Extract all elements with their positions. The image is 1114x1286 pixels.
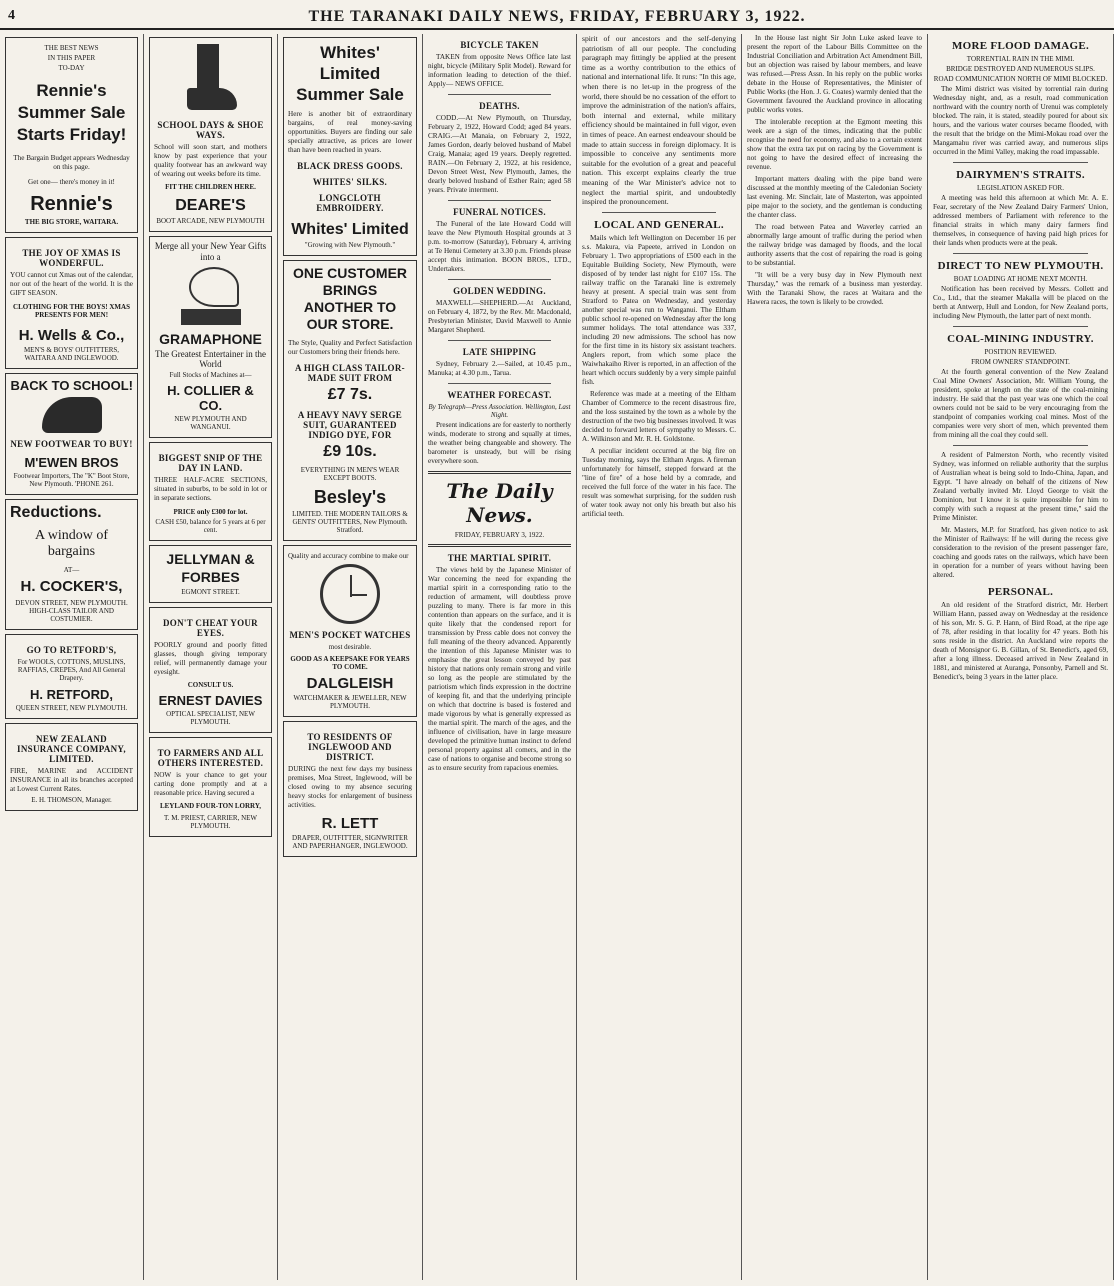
whites-tag: "Growing with New Plymouth." [304,241,396,249]
insurance-title: NEW ZEALAND INSURANCE COMPANY, LIMITED. [17,734,126,764]
cocker-title: Reductions. [10,504,102,521]
priest-ad [149,737,272,837]
direct-title: DIRECT TO NEW PLYMOUTH. [937,260,1104,272]
jellyman-ad [149,545,272,603]
local-body: Mails which left Wellington on December 16 per s.s. Makura, via Papeete, arrived in London on February 1. Two appropriations of £500 each in the Equitable Building Society, New Plymouth, were disposed of by tender last night for £107 15s. The railway traffic on the Taranaki line is extremely heavy at present. A special train was sent from Stratford to Patea on Wednesday, and yesterday another special was run to Wanganui. The Eltham public school re-opened on Wednesday after the long summer holidays. The total attendance was 337, including 20 new admissions. The school has now for the first time in its history six assistant teachers. Anglers report, from which some place the Waiwhakaiho River is reported, in an affection of the heart which occurs suddenly by a very simple painful fish. [582,233,736,386]
funeral-body: The Funeral of the late Howard Codd will leave the New Plymouth Hospital grounds at 3 p.m. to-morrow (Saturday), February 4, arriving at Te Henui Cemetery at 3.30 p.m. Friends please accept this intimation. BOON BROS., LTD., Undertakers. [428,220,571,273]
retford-items: For WOOLS, COTTONS, MUSLINS, RAFFIAS, CREPES, And All General Drapery. [17,658,126,682]
weather-assoc: By Telegraph—Press Association. Wellington, Last Night. [428,403,571,419]
local-body-2: Reference was made at a meeting of the Eltham Chamber of Commerce to the recent disastrous fire, and the loss sustained by the town as a whole by the destruction of the two big businesses involved. It was decided to forward letters of sympathy to Messrs. C. A. Wilkinson and Mr. R. H. Goldstone. [582,389,736,443]
boot-icon [183,44,239,114]
collier-addr: NEW PLYMOUTH AND WANGANUI. [174,415,247,431]
shipping-body: Sydney, February 2.—Sailed, at 10.45 p.m., Manuka; at 4.30 p.m., Tarua. [428,360,571,377]
davies-body: POORLY ground and poorly fitted glasses, though giving temporary relief, will permanently damage your eyesight. [154,641,267,676]
editorial-body: The views held by the Japanese Minister of War concerning the need for expanding the martial spirit in a corresponding ratio to the reduction of armament, will doubtless prove puzzling to many. There is far more in this contention than appears on the surface, and it is quite likely that the condensed report for transmission by Press cable does not convey the full meaning of the theory advanced. Apparently the intention of this Japanese Minister was to emphasise the great lesson conveyed by past history that nations only remain strong and virile so long as the people are stimulated by the patriotism which finds expression in the doctrine of keeping fit, and that the underlying principle on which that doctrine is based is fostered and made vigorous by what is generally expressed as the martial spirit. The march of the ages, and the influence of civilisation, have in large measure developed the primitive human instinct to defend personal property against all comers, and in the case of nations to organise and become strong so as to ensure security from rapacious enemies. [428,566,571,772]
divider [953,326,1088,327]
page-number: 4 [8,8,15,23]
pocket-watch-icon [320,564,380,624]
besley-ad [283,260,417,541]
deare-title: SCHOOL DAYS & SHOE WAYS. [157,120,264,140]
rennie-headline: Rennie's Summer Sale Starts Friday! [16,81,127,144]
dalgleish-sub: most desirable. [328,643,372,651]
rennie-ad [5,37,138,233]
divider [953,162,1088,163]
deare-body: School will soon start, and mothers know by past experience that your quality footwear has an awkward way of wearing out weeks before its time. [154,143,267,178]
cocker-name: H. COCKER'S, [20,578,123,595]
news-body-5: "It will be a very busy day in New Plymouth next Thursday," was the remark of a business man yesterday. With the Taranaki Show, the races at Waitara and the Hawera races, the town is likely to be crowded. [747,271,922,306]
dalgleish-title: MEN'S POCKET WATCHES [289,630,411,640]
masthead [0,0,1114,30]
davies-sub: OPTICAL SPECIALIST, NEW PLYMOUTH. [166,710,255,726]
paper-nameplate: The Daily News. [446,479,553,527]
flood-body: The Mimi district was visited by torrential rain during Wednesday night, and, as a result, road communication northward with the country north of Urenui was completely blocked. The rain, it is stated, steadily poured for about six hours, and the various water courses became flooded, with the result that the bridge on the Mimi-Mokau road over the Mangamahu river was carried away, and numerous slips occurred in the Mimi Valley, making the road impassable. [933,85,1108,156]
whites-body: Here is another bit of extraordinary bargains, of real money-saving opportunities. Buyers are finding our sale specially attractive, as prices are lower than have been reached in years. [288,110,412,154]
wells-name: H. Wells & Co., [18,327,125,344]
news-body-2: The intolerable reception at the Egmont meeting this week are a sign of the times, indicating that the public recognise the need for economy, and also to a certain extent show that the extra tax put on racing by the Government is not going to have the desired effect of increasing the revenue. [747,118,922,171]
wedding-body: MAXWELL—SHEPHERD.—At Auckland, on February 4, 1872, by the Rev. Mr. Macdonald, Presbyterian Minister, David Maxwell to Annie Margaret Shepherd. [428,299,571,334]
divider [602,212,716,213]
wells-ad [5,237,138,369]
besley-name: Besley's [313,487,387,507]
flood-sub-3: ROAD COMMUNICATION NORTH OF MIMI BLOCKED. [933,75,1108,83]
besley-price2: £9 10s. [323,443,377,460]
gramophone-sub: The Greatest Entertainer in the World [155,349,266,369]
gramophone-full: Full Stocks of Machines at— [169,371,252,379]
divider [428,544,571,547]
jellyman-addr: EGMONT STREET. [181,588,240,596]
divider [448,94,551,95]
dalgleish-name: DALGLEISH [306,675,394,692]
coal-sub: POSITION REVIEWED. [984,348,1057,356]
besley-wear: EVERYTHING IN MEN'S WEAR EXCEPT BOOTS. [300,466,400,482]
lett-ad [283,721,417,857]
insurance-body: FIRE, MARINE and ACCIDENT INSURANCE in all its branches accepted at Lowest Current Rates. [10,767,133,793]
mcewen-ad [5,373,138,495]
davies-name: ERNEST DAVIES [158,693,263,708]
news-body-3: Important matters dealing with the pipe band were discussed at the monthly meeting of the Caledonian Society last evening. Mr. Sinclair, late of Masterton, was appointed pipe major to the society, and the gentleman is conducting the chanter class. [747,175,922,219]
newspaper-title: THE TARANAKI DAILY NEWS, FRIDAY, FEBRUARY 3, 1922. [308,8,806,25]
weather-body: Present indications are for easterly to northerly winds, moderate to strong and squally at times, the weather being changeable and showery. The barometer is unsteady, but will be rising everywhere soon. [428,421,571,465]
davies-consult: CONSULT US. [187,681,234,689]
column-2 [144,34,278,1280]
dalgleish-addr: WATCHMAKER & JEWELLER, NEW PLYMOUTH. [293,694,407,710]
insurance-ad [5,723,138,811]
shoe-icon [42,397,102,433]
besley-tailor: A HIGH CLASS TAILOR-MADE SUIT FROM [295,363,405,383]
besley-price1: £7 7s. [327,386,373,403]
deare-ad [149,37,272,232]
coal-body: At the fourth general convention of the New Zealand Coal Mine Owners' Association, Mr. William Young, the president, spoke at length on the state of the coal-mining industry. He said that the past year was one which the coal owners could not be said to be very encouraging from the standpoint of companies working coal mines. Most of the companies were very short of men, which prevented them from mining all the coal they could sell. [933,368,1108,439]
cocker-ad [5,499,138,630]
cocker-addr: DEVON STREET, NEW PLYMOUTH. HIGH-CLASS TAILOR AND COSTUMIER. [15,599,128,623]
besley-sub: LIMITED. THE MODERN TAILORS & GENTS' OUTFITTERS, New Plymouth. Stratford. [292,510,408,534]
direct-sub: BOAT LOADING AT HOME NEXT MONTH. [953,275,1088,283]
priest-lorry: LEYLAND FOUR-TON LORRY, [159,802,262,810]
local-body-3: A peculiar incident occurred at the big fire on Tuesday morning, says the Eltham Argus. A fireman unfortunately for himself, stepped forward at the "line of fire" of a hose held by a comrade, and received the full force of the water in his face. The result was somewhat surprising, for the sudden rush of water took away not only his breath but also his artificial teeth. [582,446,736,518]
news-body-7a: A resident of Palmerston North, who recently visited Sydney, was informed on reliable authority that the surplus of Australian wheat is being sold to Indo-China, Japan, and Egypt. "I have already on behalf of the citizens of New Zealand verbally invited Mr. Lloyd George to visit the Dominion, but I know it is quite impossible for him to comply with such a request at the present time," said the Prime Minister. [933,451,1108,522]
dalgleish-line: Quality and accuracy combine to make our [288,552,409,560]
whites-sub1: BLACK DRESS GOODS. [297,161,403,171]
dairy-body: A meeting was held this afternoon at which Mr. A. E. Fear, secretary of the New Zealand Dairy Farmers' Union, addressed members of Parliament with reference to the financial straits in which many dairy farmers find themselves, in consequence of having paid high prices for their lands when products were at the peak. [933,194,1108,247]
mcewen-title: BACK TO SCHOOL! [10,378,133,393]
deare-sub: BOOT ARCADE, NEW PLYMOUTH [156,217,265,225]
retford-addr: QUEEN STREET, NEW PLYMOUTH. [15,704,128,712]
divider [953,253,1088,254]
divider [448,200,551,201]
lost-body: TAKEN from opposite News Office late last night, bicycle (Military Split Model). Reward for information leading to detection of the thief. Apply— NEWS OFFICE. [428,53,571,88]
rennie-line-2: IN THIS PAPER [47,54,96,62]
besley-body: The Style, Quality and Perfect Satisfaction our Customers bring their friends here. [288,339,412,356]
column-4 [423,34,577,1280]
divider [448,279,551,280]
rennie-copy: Get one— there's money in it! [28,178,115,186]
column-3 [278,34,423,1280]
divider [448,340,551,341]
personal-title: PERSONAL. [987,586,1054,598]
personal-body: An old resident of the Stratford district, Mr. Herbert William Hann, passed away on Wednesday at the residence of his son, Mr. S. G. P. Hann, of Bird Road, at the ripe age of 78, after residing in that locality for 47 years. Both his sons reside in the district. An Auckland wire reports the death of Monsignor G. B. Gillan, of St. Benedict's, aged 69, after a long illness. Deceased arrived in New Zealand in 1881, and ministered at Auranga, Ponsonby, Parnell and St. Benedict's, being 3 years in the latter place. [933,601,1108,681]
lost-title: BICYCLE TAKEN [460,40,539,50]
jellyman-name: JELLYMAN & FORBES [166,551,255,585]
local-title: LOCAL AND GENERAL. [594,218,724,231]
flood-sub-1: TORRENTIAL RAIN IN THE MIMI. [966,55,1075,63]
besley-serge: A HEAVY NAVY SERGE SUIT, GUARANTEED INDIGO DYE, FOR [297,410,403,440]
coal-title: COAL-MINING INDUSTRY. [947,333,1094,345]
wells-line2: CLOTHING FOR THE BOYS! XMAS PRESENTS FOR MEN! [13,303,130,319]
editorial-continued: spirit of our ancestors and the self-denying patriotism of all our people. The concluding paragraph may fittingly be applied at the present time as a worthy contribution to the ethics of national and international life. It runs: "In this age, when there is no let-up in the progress of the world, there should be no cessation of the effort to improve the administration of the nation's affairs, both internal and external, while military efficiency should be maintained in full vigor, even in times of peace. An earnest endeavour should be made to attain success in foreign diplomacy. It is impossible to conceive any sentiments more suitable for the evolution of a great and peaceful nation. This excerpt explains clearly the true meaning of the War Minister's advice not to neglect the martial spirit, and undoubtedly inspired the pronouncement. [582,34,736,207]
retford-name: H. RETFORD, [29,687,114,702]
wells-body: YOU cannot cut Xmas out of the calendar, nor out of the heart of the world. It is the GIFT SEASON. [10,271,133,297]
cocker-sub: A window of bargains [34,528,109,559]
whites-title: Whites' Limited Summer Sale [296,43,404,104]
divider [428,471,571,474]
column-1 [0,34,144,1280]
deare-cap: FIT THE CHILDREN HERE. [165,183,256,191]
priest-signed: T. M. PRIEST, CARRIER, NEW PLYMOUTH. [163,814,258,830]
collier-name: H. COLLIER & CO. [167,383,254,413]
wedding-title: GOLDEN WEDDING. [453,286,546,296]
collier-ad [149,236,272,438]
whites-ad [283,37,417,256]
mcewen-addr: Footwear Importers, The "K" Boot Store, New Plymouth. 'PHONE 261. [13,472,130,488]
wells-title: THE JOY OF XMAS IS WONDERFUL. [22,248,121,268]
priest-body: NOW is your chance to get your carting done promptly and at a reasonable price. Having secured a [154,771,267,797]
direct-body: Notification has been received by Messrs. Collett and Co., Ltd., that the steamer Makalla will be placed on the berth at Antwerp, Hull and London, for New Zealand ports, including New Plymouth, the latter part of next month. [933,285,1108,320]
retford-ad [5,634,138,719]
whites-name: Whites' Limited [291,221,409,238]
lett-title: TO RESIDENTS OF INGLEWOOD AND DISTRICT. [307,732,393,762]
dalgleish-ad [283,545,417,717]
news-body-4: The road between Patea and Waverley carried an abnormally large amount of traffic during the period when the railway bridge was damaged by floods, and the local authority asserts that the cost of repairing the road is going to be substantial. [747,223,922,267]
mcewen-sub: NEW FOOTWEAR TO BUY! [10,439,133,449]
dairy-title: DAIRYMEN'S STRAITS. [956,169,1085,181]
land-price: PRICE only £300 for lot. [173,508,248,516]
gramophone-icon [171,267,251,327]
priest-title: TO FARMERS AND ALL OTHERS INTERESTED. [157,748,264,768]
retford-title: GO TO RETFORD'S, [26,645,117,655]
rennie-line-1: THE BEST NEWS [44,44,99,52]
shipping-title: LATE SHIPPING [462,347,537,357]
weather-title: WEATHER FORECAST. [447,390,552,400]
collier-line1: Merge all your New Year Gifts into a [154,241,267,262]
rennie-budget: The Bargain Budget appears Wednesday on this page. [13,154,130,171]
news-body-1: In the House last night Sir John Luke asked leave to present the report of the Labour Bills Committee on the Industrial Conciliation and Arbitration Act Amendment Bill, but an objection was raised by labour members, and leave was refused.—Press Assn. In his reply on the public works debate in the House of Representatives, the Minister of Public Works (the Hon. J. G. Coates) warmly denied that the Government favoured the Auckland province in allocating public works votes. [747,34,922,114]
flood-sub-2: BRIDGE DESTROYED AND NUMEROUS SLIPS. [946,65,1095,73]
rennie-line-3: TO-DAY [58,64,85,72]
deaths-body: CODD.—At New Plymouth, on Thursday, February 2, 1922, Howard Codd; aged 84 years. CRAIG.—At Manaia, on February 2, 1922, James Gordon, dearly beloved husband of Mabel Craig, Manaia; aged 19 years. Deeply regretted. RAIN.—On February 2, 1922, at his residence, Devon Street West, New Plymouth, James, the dearly beloved husband of Esther Rain; aged 58 years. Private interment. [428,114,571,194]
editorial-title: THE MARTIAL SPIRIT. [447,553,552,563]
gramophone-name: GRAMAPHONE [159,331,262,347]
rennie-name: Rennie's [30,193,113,215]
funeral-title: FUNERAL NOTICES. [453,207,546,217]
divider [448,383,551,384]
coal-sub-2: FROM OWNERS' STANDPOINT. [971,358,1070,366]
wells-sub: MEN'S & BOYS' OUTFITTERS, WAITARA AND INGLEWOOD. [23,346,120,362]
lett-sub: DRAPER, OUTFITTER, SIGNWRITER AND PAPERHANGER, INGLEWOOD. [292,834,408,850]
davies-title: DON'T CHEAT YOUR EYES. [163,618,258,638]
divider [953,445,1088,446]
flood-title: MORE FLOOD DAMAGE. [951,40,1090,52]
land-title: BIGGEST SNIP OF THE DAY IN LAND. [158,453,263,473]
besley-title: ONE CUSTOMER BRINGS ANOTHER TO OUR STORE. [292,265,408,332]
whites-sub3: LONGCLOTH EMBROIDERY. [316,193,384,213]
deare-name: DEARE'S [175,197,246,214]
deaths-title: DEATHS. [479,101,520,111]
news-body-7b: Mr. Masters, M.P. for Stratford, has given notice to ask the Minister of Railways: If he will during the recess give consideration to the revision of the present passenger fare, coaching and goods rates on the railways, which have been in operation for a number of years without having been altered. [933,526,1108,579]
paper-date: FRIDAY, FEBRUARY 3, 1922. [454,531,545,539]
mcewen-name: M'EWEN BROS [24,455,119,470]
lett-body: DURING the next few days my business premises, Moa Street, Inglewood, will be closed owing to my absence securing heavy stocks for enlargement of business activities. [288,765,412,809]
whites-sub2: WHITES' SILKS. [312,177,388,187]
dalgleish-keep: GOOD AS A KEEPSAKE FOR YEARS TO COME. [290,655,410,671]
land-ad [149,442,272,541]
column-7 [928,34,1114,1280]
land-cash: CASH £50, balance for 5 years at 6 per cent. [155,518,266,534]
davies-ad [149,607,272,733]
dairy-sub: LEGISLATION ASKED FOR. [977,184,1064,192]
column-6 [742,34,928,1280]
land-body: THREE HALF-ACRE SECTIONS, situated in suburbs, to be sold in lot or in separate sections. [154,476,267,502]
cocker-at: AT— [63,566,80,574]
lett-name: R. LETT [321,815,379,832]
insurance-agent: E. H. THOMSON, Manager. [31,796,112,804]
column-5 [577,34,742,1280]
rennie-sub: THE BIG STORE, WAITARA. [24,218,119,226]
